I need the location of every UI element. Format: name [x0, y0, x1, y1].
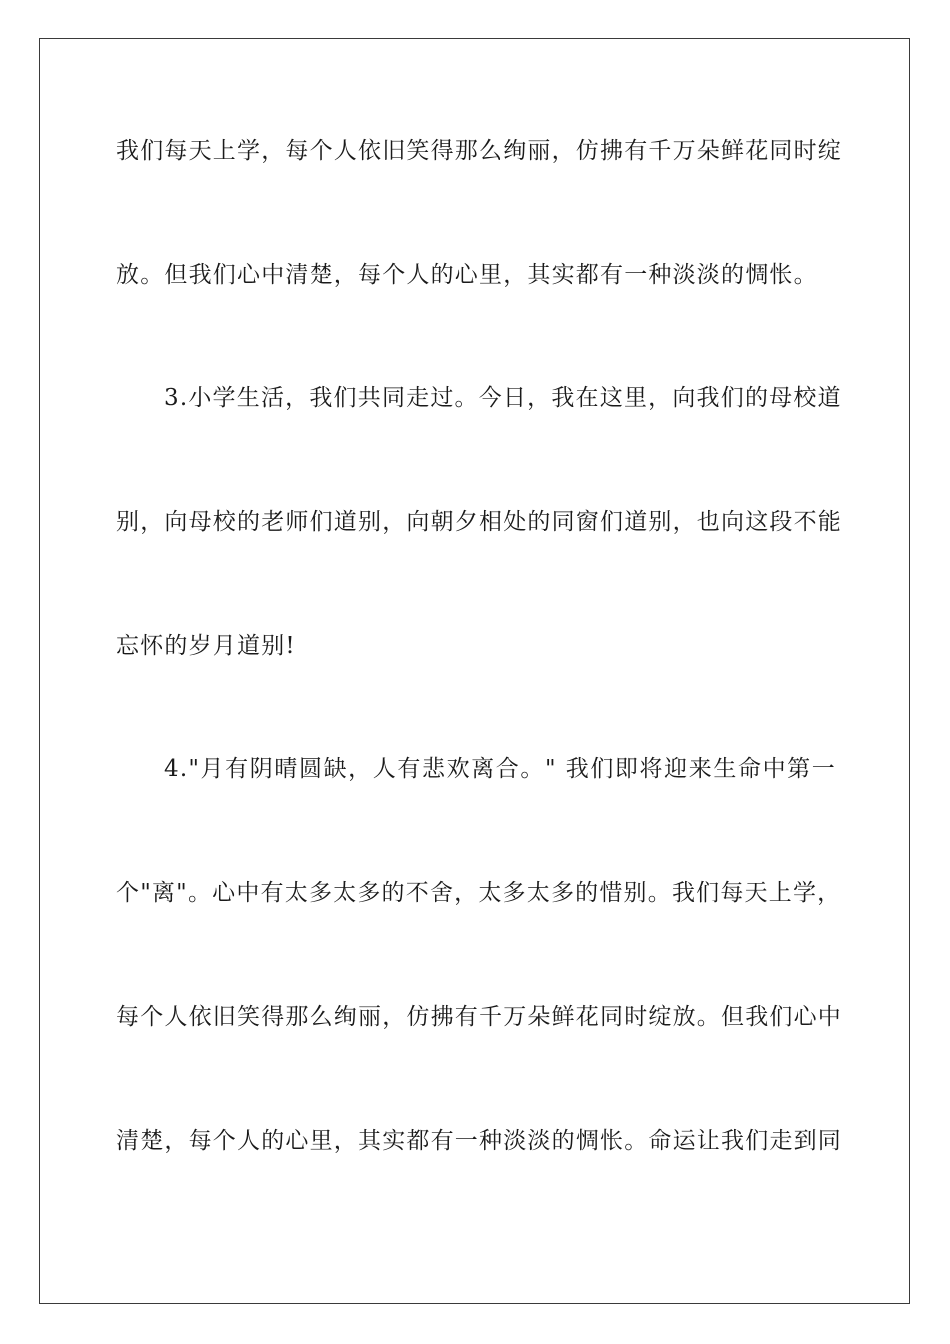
- paragraph-line: 忘怀的岁月道别!: [116, 633, 296, 659]
- page-border: [39, 38, 910, 1304]
- paragraph-line: 清楚，每个人的心里，其实都有一种淡淡的惆怅。命运让我们走到同: [116, 1128, 842, 1154]
- paragraph-line: 别，向母校的老师们道别，向朝夕相处的同窗们道别，也向这段不能: [116, 509, 842, 535]
- paragraph-line: 我们每天上学，每个人依旧笑得那么绚丽，仿拂有千万朵鲜花同时绽: [116, 138, 842, 164]
- paragraph-4-first-line: 4."月有阴晴圆缺，人有悲欢离合。" 我们即将迎来生命中第一: [164, 756, 836, 782]
- paragraph-line: 每个人依旧笑得那么绚丽，仿拂有千万朵鲜花同时绽放。但我们心中: [116, 1004, 842, 1030]
- paragraph-line: 个"离"。心中有太多太多的不舍，太多太多的惜别。我们每天上学，: [116, 880, 842, 906]
- paragraph-line: 放。但我们心中清楚，每个人的心里，其实都有一种淡淡的惆怅。: [116, 262, 818, 288]
- paragraph-3-first-line: 3.小学生活，我们共同走过。今日，我在这里，向我们的母校道: [164, 385, 842, 411]
